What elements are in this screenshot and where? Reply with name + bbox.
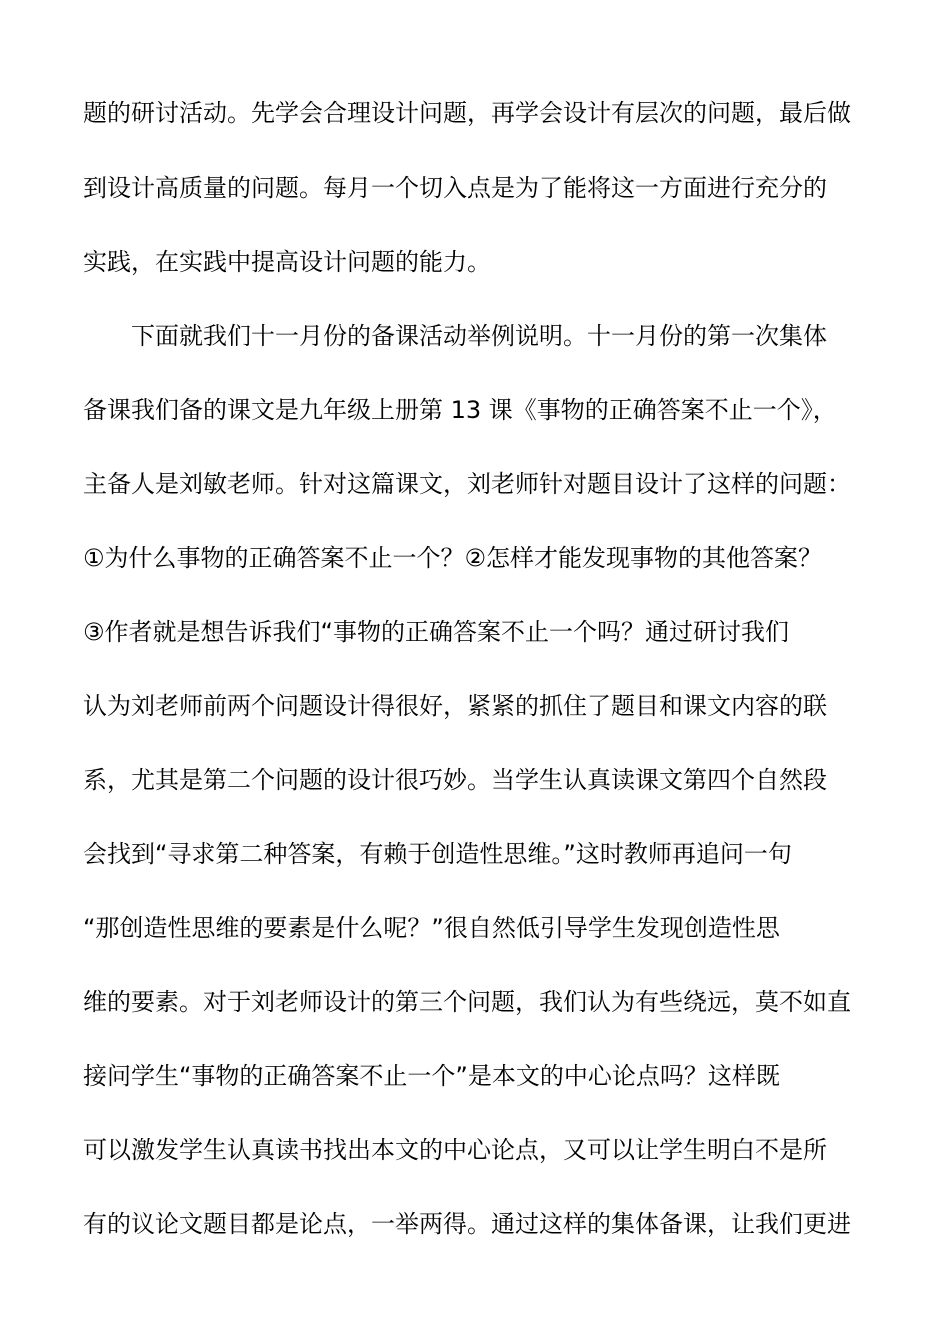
- text-line: 主备人是刘敏老师。针对这篇课文，刘老师针对题目设计了这样的问题：: [83, 470, 851, 498]
- text-line: ①为什么事物的正确答案不止一个？②怎样才能发现事物的其他答案？: [83, 544, 823, 572]
- text-line: 有的议论文题目都是论点，一举两得。通过这样的集体备课，让我们更进: [83, 1210, 851, 1238]
- text-line: 备课我们备的课文是九年级上册第 13 课《事物的正确答案不止一个》，: [83, 396, 837, 424]
- text-line: 实践，在实践中提高设计问题的能力。: [83, 248, 491, 276]
- text-line: 可以激发学生认真读书找出本文的中心论点，又可以让学生明白不是所: [83, 1136, 827, 1164]
- text-line: 认为刘老师前两个问题设计得很好，紧紧的抓住了题目和课文内容的联: [83, 692, 827, 720]
- paragraph-first-line: 下面就我们十一月份的备课活动举例说明。十一月份的第一次集体: [131, 322, 827, 350]
- text-line: 题的研讨活动。先学会合理设计问题，再学会设计有层次的问题，最后做: [83, 99, 851, 127]
- text-line: 维的要素。对于刘老师设计的第三个问题，我们认为有些绕远，莫不如直: [83, 988, 851, 1016]
- text-line: 接问学生“事物的正确答案不止一个”是本文的中心论点吗？这样既: [83, 1062, 780, 1090]
- text-line: 会找到“寻求第二种答案，有赖于创造性思维。”这时教师再追问一句: [83, 840, 792, 868]
- text-line: 到设计高质量的问题。每月一个切入点是为了能将这一方面进行充分的: [83, 174, 827, 202]
- text-line: 系，尤其是第二个问题的设计很巧妙。当学生认真读课文第四个自然段: [83, 766, 827, 794]
- text-line: ③作者就是想告诉我们“事物的正确答案不止一个吗？通过研讨我们: [83, 618, 789, 646]
- text-line: “那创造性思维的要素是什么呢？”很自然低引导学生发现创造性思: [83, 914, 780, 942]
